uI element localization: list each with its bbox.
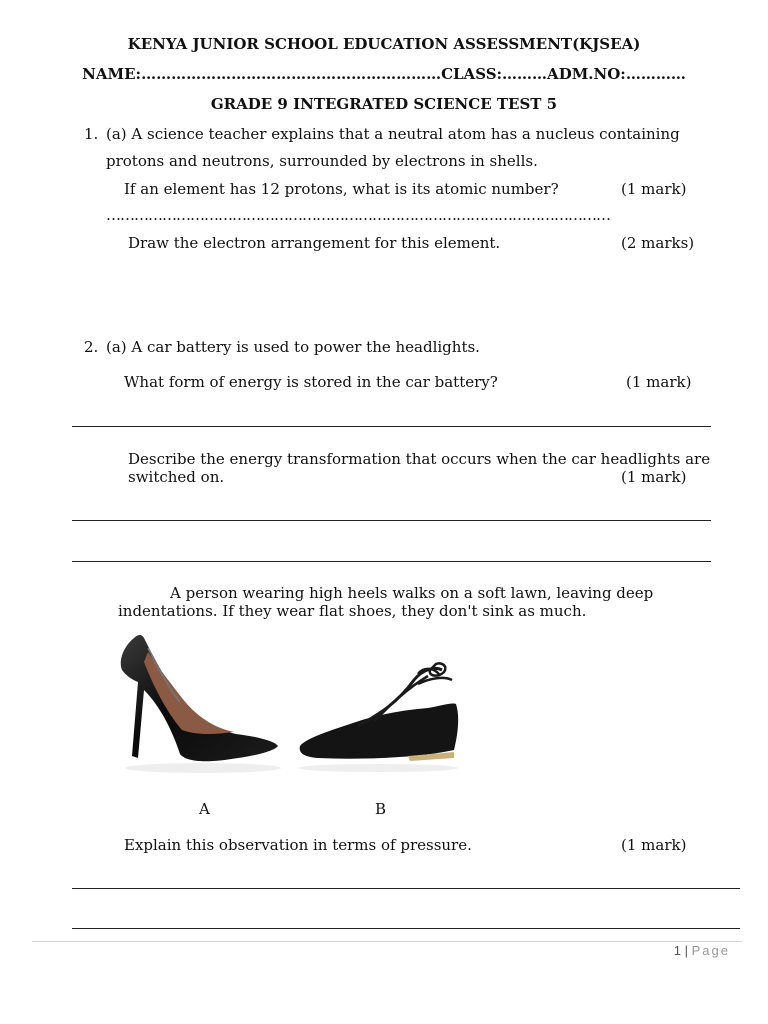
q2-answer-line-3[interactable] [72,561,711,562]
q2-part2-line2: switched on. [128,468,225,486]
q1-number: 1. [84,125,99,143]
q3-intro-line1: A person wearing high heels walks on a soft lawn, leaving deep [170,584,654,602]
q2-part1-question: What form of energy is stored in the car battery? [124,373,498,391]
q3-answer-line-2[interactable] [72,928,740,929]
q3-intro-line2: indentations. If they wear flat shoes, they don't sink as much. [118,602,587,620]
assessment-title: KENYA JUNIOR SCHOOL EDUCATION ASSESSMENT(KJSEA) [127,35,641,53]
q1-stem-line1: (a) A science teacher explains that a neutral atom has a nucleus containing [106,125,680,143]
q3-part1-marks: (1 mark) [621,836,687,854]
q2-part1-marks: (1 mark) [626,373,692,391]
q2-number: 2. [84,338,99,356]
page-footer [674,943,730,958]
q1-stem-line2: protons and neutrons, surrounded by electrons in shells. [106,152,538,170]
page-separator: | [684,943,688,958]
footer-divider [32,941,742,942]
q1-answer-dots[interactable]: ……………………………………………………………………………………………… [106,206,610,224]
q3-answer-line-1[interactable] [72,888,740,889]
q3-part1-question: Explain this observation in terms of pressure. [124,836,472,854]
shoe-label-b: B [375,800,387,818]
page-word: Page [691,943,730,958]
q2-part2-line1: Describe the energy transformation that occurs when the car headlights are [128,450,711,468]
q2-answer-line-1[interactable] [72,426,711,427]
shoes-illustration [118,618,468,778]
test-title: GRADE 9 INTEGRATED SCIENCE TEST 5 [210,95,558,113]
q2-part2-marks: (1 mark) [621,468,687,486]
q1-part2-question: Draw the electron arrangement for this element. [128,234,501,252]
flat-shoe-icon [298,663,458,772]
q1-part2-marks: (2 marks) [621,234,695,252]
q2-stem: (a) A car battery is used to power the headlights. [106,338,480,356]
q1-part1-marks: (1 mark) [621,180,687,198]
page-number: 1 [673,943,681,958]
q2-answer-line-2[interactable] [72,520,711,521]
shoe-label-a: A [199,800,210,818]
high-heel-shoe-icon [121,635,281,773]
student-details-line: NAME:……………………………………………………CLASS:………ADM.NO:………… [82,65,686,83]
q1-part1-question: If an element has 12 protons, what is its atomic number? [124,180,559,198]
